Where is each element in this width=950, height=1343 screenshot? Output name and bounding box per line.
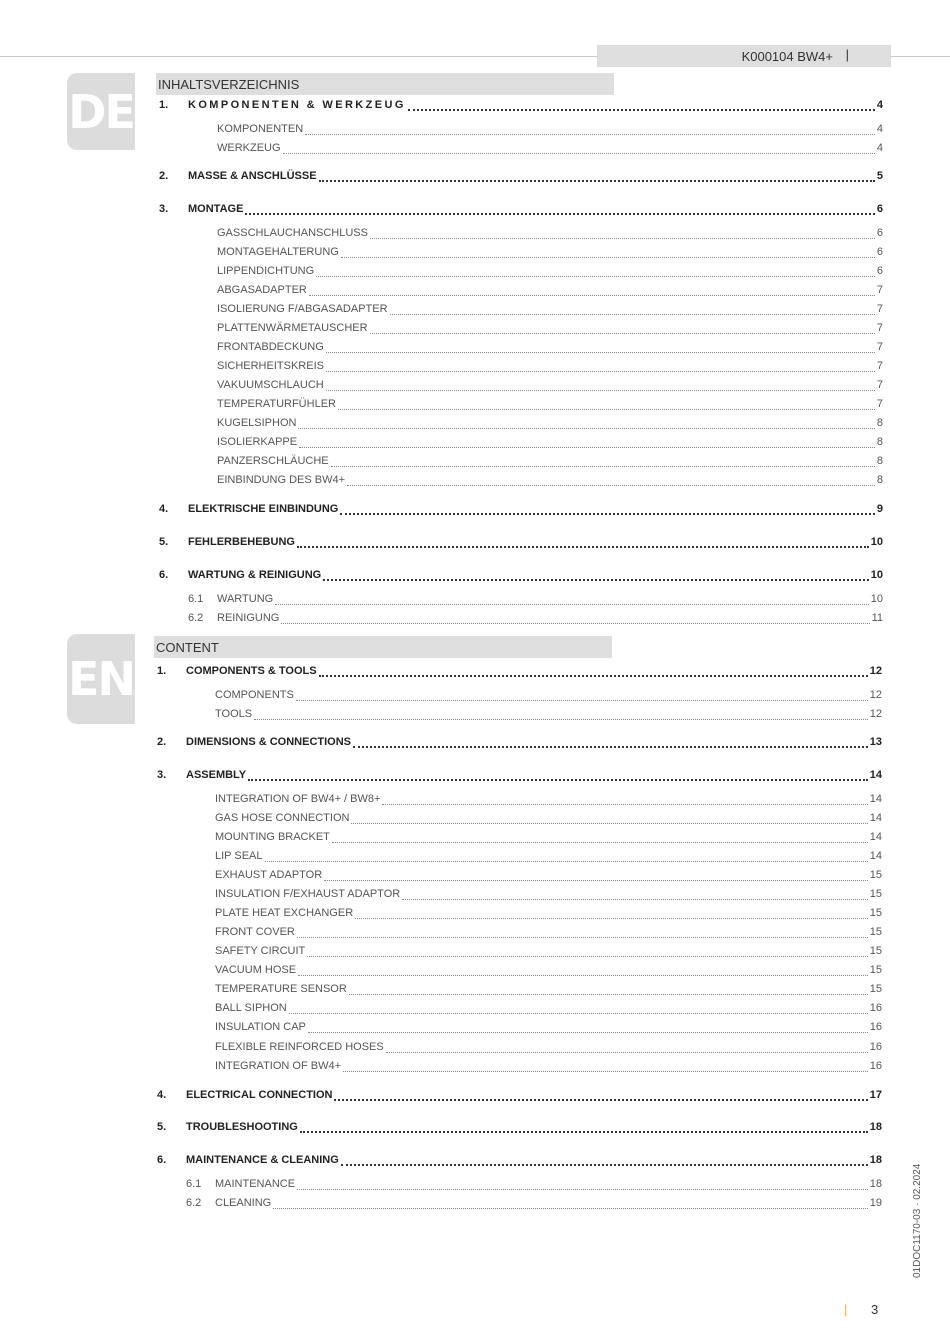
toc-entry-label: WARTUNG: [217, 593, 274, 605]
toc-entry-page: 6: [876, 246, 883, 258]
toc-entry-page: 8: [876, 455, 883, 467]
toc-entry-page: 15: [869, 945, 882, 957]
toc-entry-label: PLATE HEAT EXCHANGER: [215, 907, 354, 919]
toc-dot-leader: [245, 213, 874, 215]
toc-entry-label: SAFETY CIRCUIT: [215, 945, 306, 957]
toc-entry-label: INTEGRATION OF BW4+: [215, 1060, 342, 1072]
toc-entry-label: VAKUUMSCHLAUCH: [217, 379, 324, 391]
toc-entry-page: 16: [869, 1002, 882, 1014]
toc-entry-label: MONTAGEHALTERUNG: [217, 246, 339, 258]
toc-dot-leader: [331, 466, 875, 467]
toc-dot-leader: [319, 675, 868, 677]
toc-subsection-row[interactable]: [217, 341, 883, 357]
toc-entry-page: 17: [869, 1089, 882, 1101]
toc-dot-leader: [308, 1032, 868, 1033]
toc-entry-page: 7: [876, 341, 883, 353]
toc-entry-page: 4: [876, 99, 883, 111]
toc-dot-leader: [347, 485, 875, 486]
toc-subsection-row[interactable]: [217, 284, 883, 300]
toc-entry-page: 7: [876, 322, 883, 334]
toc-entry-label: FLEXIBLE REINFORCED HOSES: [215, 1041, 384, 1053]
toc-subsection-row[interactable]: [215, 1060, 882, 1076]
toc-subsection-row[interactable]: [217, 322, 883, 338]
toc-chapter-row[interactable]: [159, 203, 883, 219]
toc-dot-leader: [370, 238, 875, 239]
toc-dot-leader: [341, 1164, 868, 1166]
toc-entry-label: TEMPERATURE SENSOR: [215, 983, 347, 995]
toc-subsection-row[interactable]: [217, 123, 883, 139]
toc-chapter-row[interactable]: [159, 503, 883, 519]
toc-subsection-row[interactable]: [217, 303, 883, 319]
toc-chapter-row[interactable]: [159, 536, 883, 552]
toc-subsection-row[interactable]: [215, 689, 882, 705]
toc-subsection-row[interactable]: [215, 869, 882, 885]
toc-subsection-row[interactable]: [215, 1021, 882, 1037]
toc-entry-label: MASSE & ANSCHLÜSSE: [188, 170, 317, 182]
toc-subsection-row[interactable]: [215, 793, 882, 809]
toc-dot-leader: [307, 956, 867, 957]
toc-entry-label: ISOLIERUNG F/ABGASADAPTER: [217, 303, 388, 315]
toc-entry-number: 4.: [159, 503, 169, 515]
toc-entry-label: EINBINDUNG DES BW4+: [217, 474, 346, 486]
toc-subsection-row[interactable]: [186, 1178, 882, 1194]
toc-dot-leader: [326, 390, 875, 391]
toc-entry-page: 5: [876, 170, 883, 182]
toc-entry-page: 19: [869, 1197, 882, 1209]
toc-dot-leader: [319, 180, 875, 182]
toc-dot-leader: [402, 899, 868, 900]
toc-dot-leader: [340, 513, 875, 515]
toc-entry-label: INTEGRATION OF BW4+ / BW8+: [215, 793, 381, 805]
toc-entry-label: TEMPERATURFÜHLER: [217, 398, 336, 410]
page-marker: |: [844, 1302, 848, 1317]
page-number-area: [844, 1302, 878, 1317]
toc-dot-leader: [296, 700, 868, 701]
toc-entry-label: GASSCHLAUCHANSCHLUSS: [217, 227, 368, 239]
toc-entry-number: 3.: [157, 769, 167, 781]
toc-entry-page: 18: [869, 1178, 882, 1190]
toc-entry-page: 7: [876, 379, 883, 391]
toc-subsection-row[interactable]: [217, 379, 883, 395]
toc-entry-page: 10: [870, 593, 883, 605]
toc-entry-number: 1.: [157, 665, 167, 677]
toc-entry-page: 14: [869, 850, 882, 862]
toc-entry-page: 6: [876, 265, 883, 277]
toc-dot-leader: [326, 371, 875, 372]
language-badge-en: EN: [67, 634, 135, 724]
toc-entry-page: 16: [869, 1060, 882, 1072]
toc-dot-leader: [343, 1071, 868, 1072]
toc-subsection-row[interactable]: [215, 812, 882, 828]
toc-entry-page: 14: [869, 793, 882, 805]
toc-entry-page: 7: [876, 398, 883, 410]
toc-entry-page: 9: [876, 503, 883, 515]
toc-dot-leader: [297, 546, 869, 548]
toc-subsection-row[interactable]: [186, 1197, 882, 1213]
toc-entry-label: PLATTENWÄRMETAUSCHER: [217, 322, 368, 334]
toc-entry-label: WERKZEUG: [217, 142, 281, 154]
toc-entry-label: FRONT COVER: [215, 926, 295, 938]
toc-entry-label: COMPONENTS & TOOLS: [186, 665, 317, 677]
toc-subsection-row[interactable]: [217, 398, 883, 414]
toc-entry-page: 18: [869, 1154, 882, 1166]
toc-entry-label: TROUBLESHOOTING: [186, 1121, 298, 1133]
page-number: 3: [871, 1302, 879, 1317]
toc-entry-number: 5.: [157, 1121, 167, 1133]
toc-entry-label: MAINTENANCE & CLEANING: [186, 1154, 339, 1166]
toc-dot-leader: [254, 719, 868, 720]
toc-dot-leader: [355, 918, 868, 919]
toc-entry-label: FEHLERBEHEBUNG: [188, 536, 295, 548]
toc-subsection-row[interactable]: [217, 360, 883, 376]
toc-dot-leader: [298, 428, 874, 429]
toc-entry-number: 6.1: [186, 1178, 202, 1190]
toc-dot-leader: [341, 257, 875, 258]
toc-entry-page: 15: [869, 869, 882, 881]
toc-subsection-row[interactable]: [215, 708, 882, 724]
toc-subsection-row[interactable]: [217, 417, 883, 433]
toc-entry-label: ISOLIERKAPPE: [217, 436, 298, 448]
toc-dot-leader: [390, 314, 875, 315]
toc-dot-leader: [370, 333, 875, 334]
toc-entry-label: REINIGUNG: [217, 612, 280, 624]
toc-entry-number: 3.: [159, 203, 169, 215]
toc-entry-label: ABGASADAPTER: [217, 284, 307, 296]
toc-chapter-row[interactable]: [157, 1121, 882, 1137]
toc-subsection-row[interactable]: [215, 983, 882, 999]
toc-dot-leader: [309, 295, 875, 296]
toc-dot-leader: [265, 861, 868, 862]
toc-subsection-row[interactable]: [215, 1002, 882, 1018]
toc-subsection-row[interactable]: [215, 850, 882, 866]
toc-dot-leader: [281, 623, 869, 624]
toc-chapter-row[interactable]: [157, 665, 882, 681]
toc-entry-label: ELEKTRISCHE EINBINDUNG: [188, 503, 339, 515]
toc-entry-page: 15: [869, 907, 882, 919]
toc-entry-page: 16: [869, 1041, 882, 1053]
toc-entry-number: 6.2: [186, 1197, 202, 1209]
toc-dot-leader: [351, 823, 867, 824]
toc-dot-leader: [283, 153, 875, 154]
document-code: K000104 BW4+: [741, 48, 833, 64]
toc-entry-page: 15: [869, 888, 882, 900]
toc-dot-leader: [300, 1131, 868, 1133]
toc-chapter-row[interactable]: [159, 99, 883, 115]
toc-entry-page: 7: [876, 303, 883, 315]
toc-entry-page: 8: [876, 474, 883, 486]
toc-entry-label: PANZERSCHLÄUCHE: [217, 455, 329, 467]
toc-entry-page: 18: [869, 1121, 882, 1133]
toc-entry-page: 8: [876, 417, 883, 429]
toc-dot-leader: [305, 134, 875, 135]
toc-dot-leader: [297, 1189, 868, 1190]
toc-subsection-row[interactable]: [215, 1041, 882, 1057]
toc-entry-page: 15: [869, 983, 882, 995]
toc-entry-page: 6: [876, 203, 883, 215]
toc-entry-number: 6.2: [188, 612, 204, 624]
toc-entry-page: 13: [869, 736, 882, 748]
toc-dot-leader: [353, 746, 868, 748]
toc-dot-leader: [299, 447, 875, 448]
toc-entry-page: 14: [869, 831, 882, 843]
toc-entry-label: MOUNTING BRACKET: [215, 831, 330, 843]
toc-subsection-row[interactable]: [217, 246, 883, 262]
toc-entry-number: 1.: [159, 99, 169, 111]
toc-subsection-row[interactable]: [217, 474, 883, 490]
document-code-bar: [597, 45, 891, 67]
toc-entry-label: MAINTENANCE: [215, 1178, 296, 1190]
toc-subsection-row[interactable]: [217, 455, 883, 471]
toc-title-de: INHALTSVERZEICHNIS: [156, 73, 614, 95]
toc-dot-leader: [334, 1099, 867, 1101]
toc-entry-page: 7: [876, 360, 883, 372]
toc-subsection-row[interactable]: [215, 907, 882, 923]
toc-subsection-row[interactable]: [215, 926, 882, 942]
toc-entry-number: 2.: [159, 170, 169, 182]
toc-entry-label: DIMENSIONS & CONNECTIONS: [186, 736, 352, 748]
toc-entry-label: KUGELSIPHON: [217, 417, 297, 429]
toc-entry-number: 2.: [157, 736, 167, 748]
toc-entry-label: VACUUM HOSE: [215, 964, 297, 976]
toc-entry-label: KOMPONENTEN: [217, 123, 304, 135]
toc-entry-label: MONTAGE: [188, 203, 244, 215]
toc-entry-page: 4: [876, 123, 883, 135]
toc-entry-label: INSULATION F/EXHAUST ADAPTOR: [215, 888, 401, 900]
toc-entry-label: EXHAUST ADAPTOR: [215, 869, 323, 881]
toc-entry-label: BALL SIPHON: [215, 1002, 287, 1014]
toc-chapter-row[interactable]: [157, 736, 882, 752]
toc-subsection-row[interactable]: [217, 265, 883, 281]
toc-dot-leader: [332, 842, 868, 843]
toc-dot-leader: [323, 579, 869, 581]
toc-chapter-row[interactable]: [157, 769, 882, 785]
toc-dot-leader: [349, 994, 868, 995]
toc-dot-leader: [326, 352, 875, 353]
toc-entry-number: 6.: [159, 569, 169, 581]
toc-subsection-row[interactable]: [215, 964, 882, 980]
header-separator: |: [845, 47, 849, 62]
toc-entry-page: 11: [871, 612, 883, 624]
toc-entry-label: LIPPENDICHTUNG: [217, 265, 315, 277]
toc-dot-leader: [297, 937, 868, 938]
toc-chapter-row[interactable]: [157, 1154, 882, 1170]
toc-entry-label: FRONTABDECKUNG: [217, 341, 324, 353]
toc-entry-page: 6: [876, 227, 883, 239]
toc-entry-label: INSULATION CAP: [215, 1021, 306, 1033]
toc-entry-label: ASSEMBLY: [186, 769, 247, 781]
toc-title-en: CONTENT: [154, 636, 612, 658]
toc-entry-page: 12: [869, 689, 882, 701]
toc-dot-leader: [289, 1013, 868, 1014]
toc-entry-number: 4.: [157, 1089, 167, 1101]
document-revision: 01DOC1170-03 · 02.2024: [912, 1163, 923, 1278]
toc-dot-leader: [324, 880, 868, 881]
toc-chapter-row[interactable]: [159, 569, 883, 585]
toc-entry-label: TOOLS: [215, 708, 253, 720]
toc-entry-number: 5.: [159, 536, 169, 548]
toc-dot-leader: [316, 276, 875, 277]
toc-entry-page: 16: [869, 1021, 882, 1033]
toc-entry-page: 8: [876, 436, 883, 448]
toc-chapter-row[interactable]: [157, 1089, 882, 1105]
toc-entry-page: 14: [869, 769, 882, 781]
toc-chapter-row[interactable]: [159, 170, 883, 186]
toc-entry-page: 14: [869, 812, 882, 824]
toc-subsection-row[interactable]: [215, 945, 882, 961]
toc-entry-page: 12: [869, 665, 882, 677]
toc-subsection-row[interactable]: [215, 888, 882, 904]
toc-dot-leader: [273, 1208, 868, 1209]
toc-entry-page: 10: [870, 569, 883, 581]
toc-dot-leader: [275, 604, 869, 605]
toc-subsection-row[interactable]: [215, 831, 882, 847]
toc-entry-label: COMPONENTS: [215, 689, 294, 701]
language-badge-de: DE: [67, 73, 135, 150]
toc-dot-leader: [386, 1052, 868, 1053]
toc-dot-leader: [338, 409, 875, 410]
toc-entry-page: 10: [870, 536, 883, 548]
toc-entry-label: ELECTRICAL CONNECTION: [186, 1089, 333, 1101]
toc-dot-leader: [298, 975, 868, 976]
toc-dot-leader: [408, 109, 875, 111]
toc-entry-page: 15: [869, 964, 882, 976]
toc-subsection-row[interactable]: [217, 436, 883, 452]
toc-subsection-row[interactable]: [188, 593, 883, 609]
toc-entry-page: 4: [876, 142, 883, 154]
toc-entry-page: 7: [876, 284, 883, 296]
toc-entry-label: SICHERHEITSKREIS: [217, 360, 324, 372]
toc-entry-label: WARTUNG & REINIGUNG: [188, 569, 322, 581]
toc-subsection-row[interactable]: [188, 612, 883, 628]
toc-subsection-row[interactable]: [217, 227, 883, 243]
toc-subsection-row[interactable]: [217, 142, 883, 158]
toc-entry-number: 6.1: [188, 593, 204, 605]
toc-entry-label: LIP SEAL: [215, 850, 263, 862]
toc-entry-page: 15: [869, 926, 882, 938]
toc-entry-page: 12: [869, 708, 882, 720]
toc-entry-label: GAS HOSE CONNECTION: [215, 812, 350, 824]
toc-entry-label: CLEANING: [215, 1197, 272, 1209]
toc-entry-label: KOMPONENTEN & WERKZEUG: [188, 99, 406, 111]
toc-dot-leader: [382, 804, 867, 805]
toc-entry-number: 6.: [157, 1154, 167, 1166]
toc-dot-leader: [248, 779, 868, 781]
